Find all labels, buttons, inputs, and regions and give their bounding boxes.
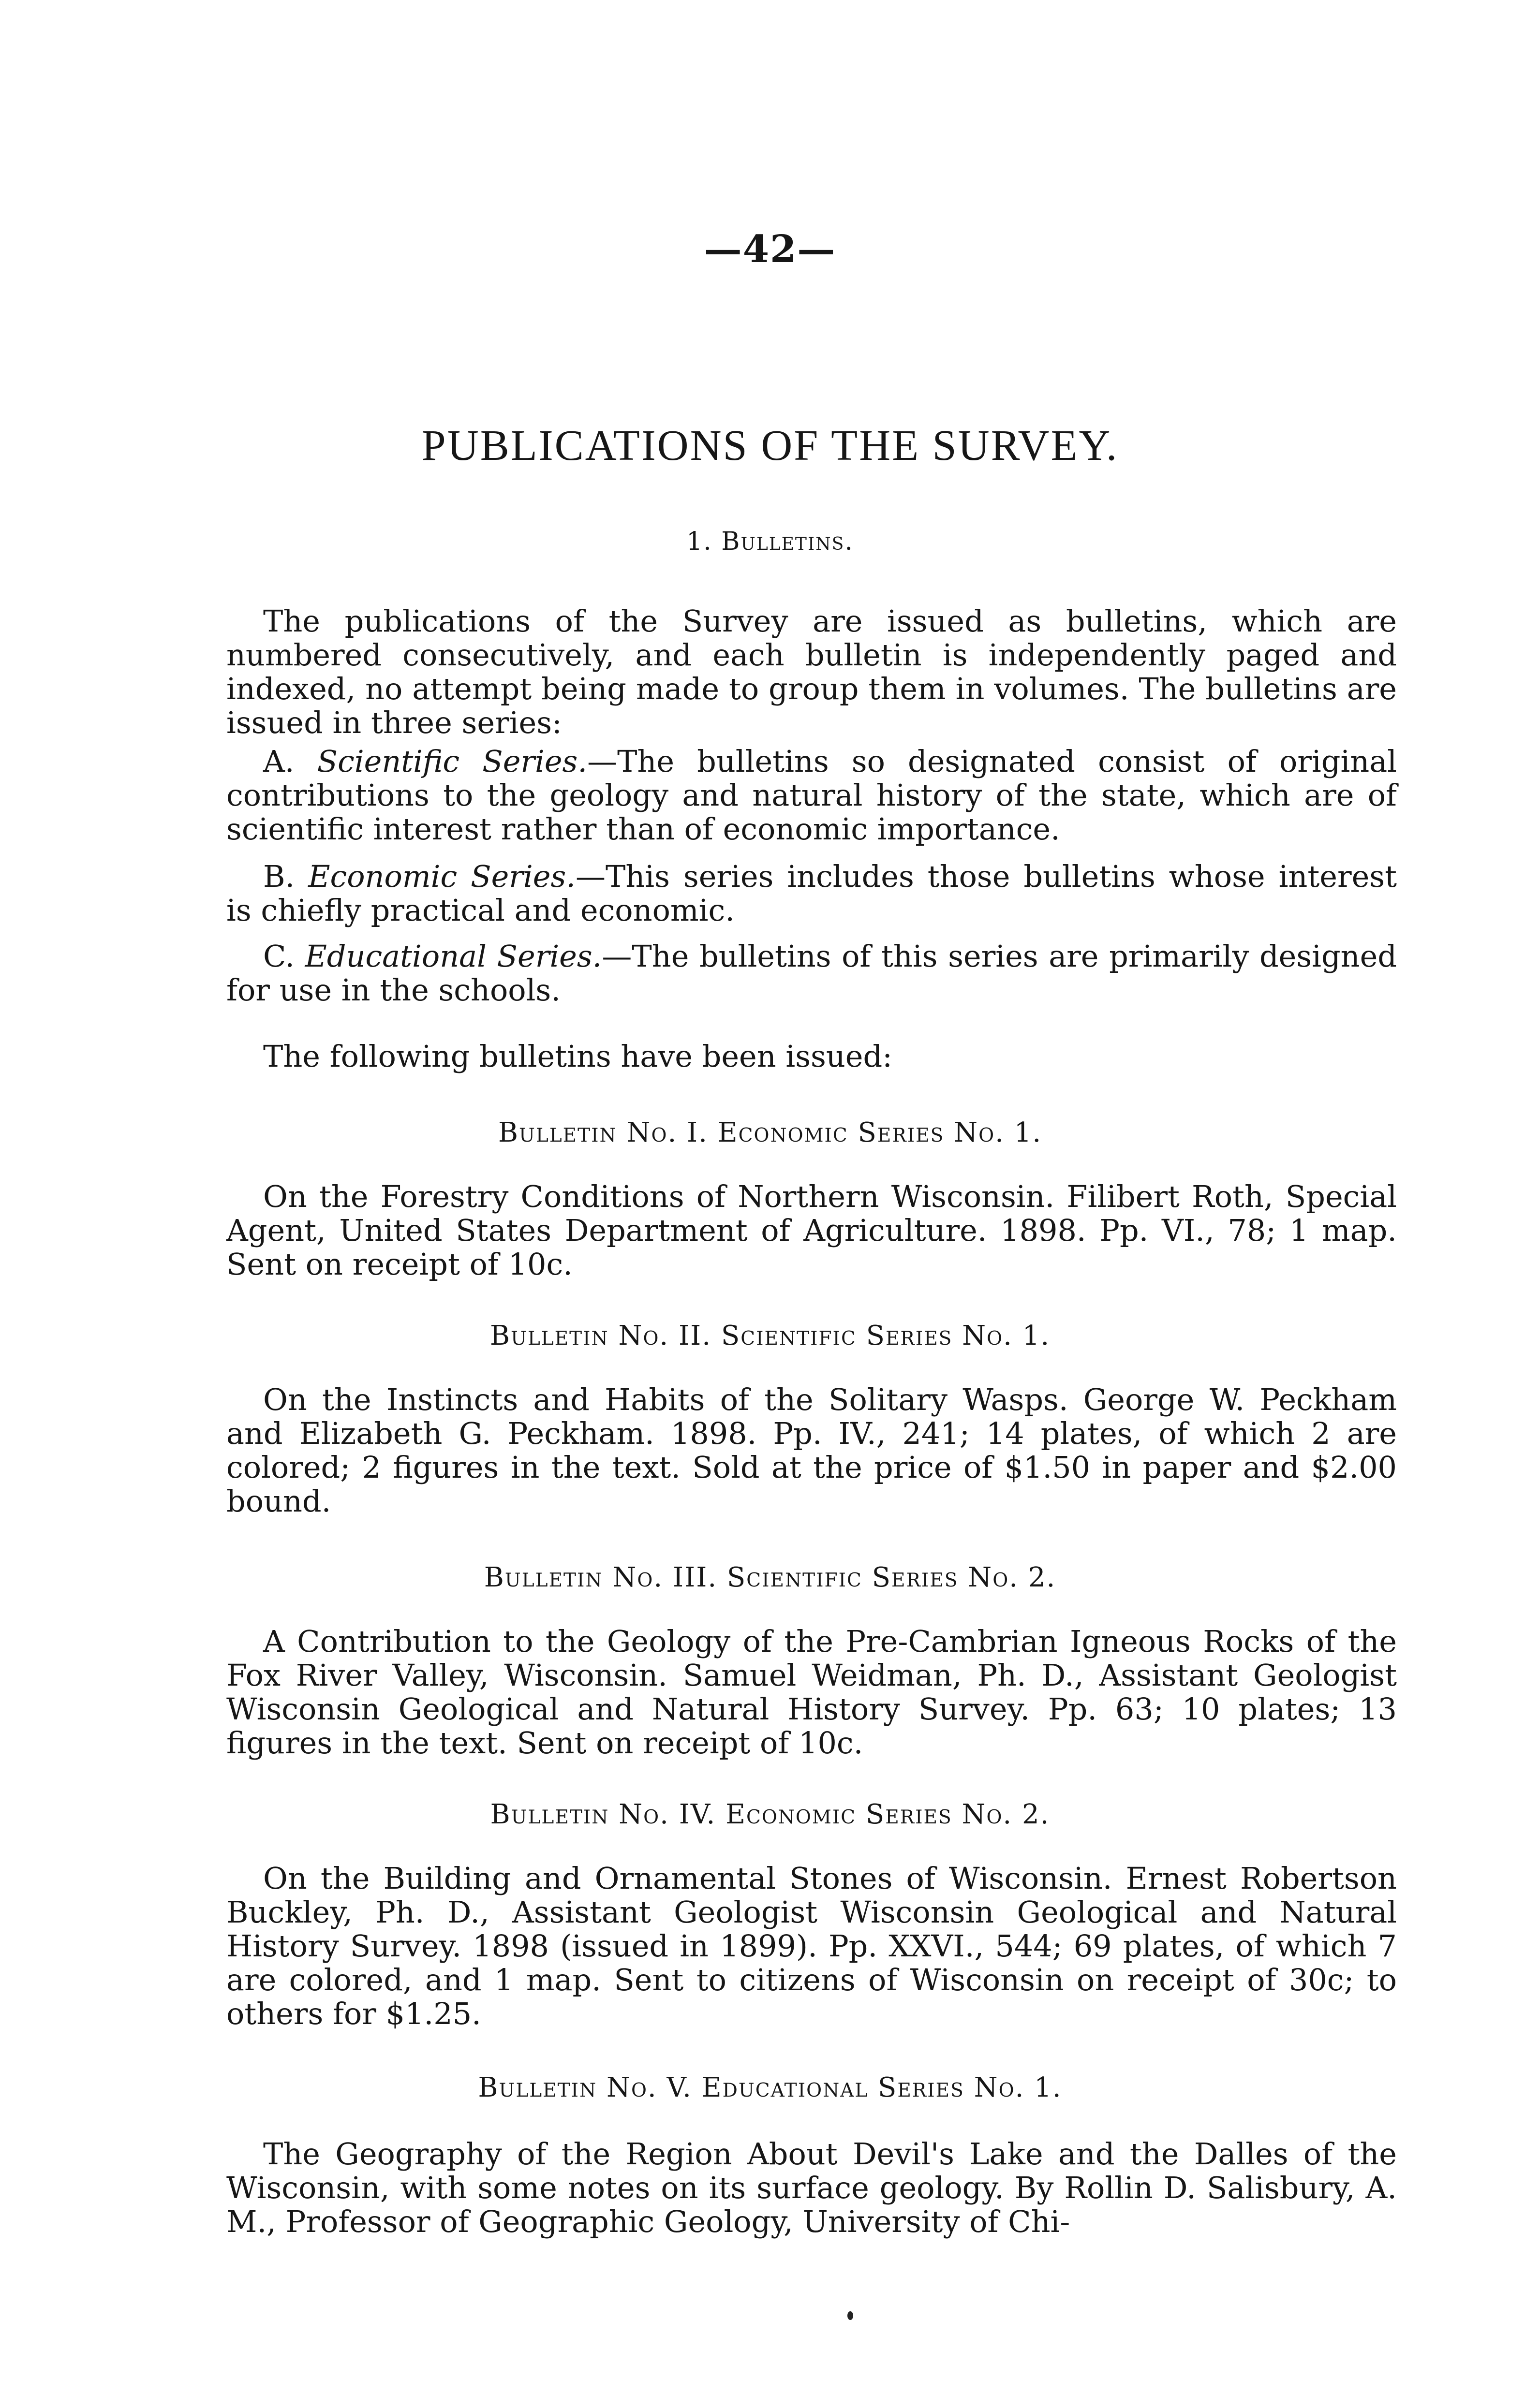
ink-dot-mark [847, 2311, 853, 2320]
series-a-block [226, 745, 1397, 846]
section-heading: 1. Bulletins. [686, 527, 854, 556]
bulletin-1-heading: Bulletin No. I. Economic Series No. 1. [498, 1117, 1042, 1148]
bulletin-1-text: On the Forestry Conditions of Northern Wisconsin. Filibert Roth, Special Agent, United States Department of Agriculture. 1898. Pp. VI., 78; 1 map. Sent on receipt of 10c. [226, 1179, 1397, 1282]
series-b-name: Economic Series. [308, 859, 576, 894]
series-a-letter: A. [263, 744, 295, 779]
bulletin-3-heading: Bulletin No. III. Scientific Series No. 2. [484, 1562, 1056, 1593]
intro-block [226, 604, 1397, 740]
series-a-paragraph [226, 745, 1397, 846]
page-title: PUBLICATIONS OF THE SURVEY. [421, 422, 1119, 470]
bulletin-2-text: On the Instincts and Habits of the Solitary Wasps. George W. Peckham and Elizabeth G. Peckham. 1898. Pp. IV., 241; 14 plates, of which 2 are colored; 2 figures in the text. Sold at the price of $1.50 in paper and $2.00 bound. [226, 1382, 1397, 1519]
following-block [226, 1040, 1397, 1073]
bulletin-5-text: The Geography of the Region About Devil's Lake and the Dalles of the Wisconsin, with some notes on its surface geology. By Rollin D. Salisbury, A. M., Professor of Geographic Geology, University of Chi- [226, 2136, 1397, 2239]
bulletin-2-heading: Bulletin No. II. Scientific Series No. 1. [489, 1320, 1051, 1351]
series-b-block [226, 860, 1397, 927]
bulletin-4-block [226, 1862, 1397, 2031]
series-c-paragraph [226, 940, 1397, 1007]
series-a-name: Scientific Series. [317, 744, 588, 779]
intro-paragraph: The publications of the Survey are issued as bulletins, which are numbered consecutively, and each bulletin is independently paged and indexed, no attempt being made to group them in volumes. The bulletins are issued in three series: [226, 603, 1397, 740]
bulletin-3-block [226, 1625, 1397, 1760]
bulletin-3-text: A Contribution to the Geology of the Pre-Cambrian Igneous Rocks of the Fox River Valley, Wisconsin. Samuel Weidman, Ph. D., Assistant Geologist Wisconsin Geological and Natural History Survey. Pp. 63; 10 plates; 13 figures in the text. Sent on receipt of 10c. [226, 1624, 1397, 1761]
bulletin-1-block [226, 1180, 1397, 1281]
series-c-letter: C. [263, 939, 295, 974]
series-c-text: —The bulletins of this series are primarily designed for use in the schools. [226, 939, 1397, 1008]
series-c-block [226, 940, 1397, 1007]
series-c-name: Educational Series. [305, 939, 602, 974]
bulletin-4-text: On the Building and Ornamental Stones of Wisconsin. Ernest Robertson Buckley, Ph. D., Assistant Geologist Wisconsin Geological and Natural History Survey. 1898 (issued in 1899). Pp. XXVI., 544; 69 plates, of which 7 are colored, and 1 map. Sent to citizens of Wisconsin on receipt of 30c; to others for $1.25. [226, 1861, 1397, 2031]
bulletin-4-heading: Bulletin No. IV. Economic Series No. 2. [490, 1799, 1050, 1830]
series-b-text: —This series includes those bulletins whose interest is chiefly practical and economic. [226, 859, 1397, 928]
page-number: —42— [704, 227, 836, 271]
series-b-paragraph [226, 860, 1397, 927]
bulletin-2-block [226, 1383, 1397, 1518]
bulletin-5-heading: Bulletin No. V. Educational Series No. 1. [478, 2072, 1062, 2103]
series-b-letter: B. [263, 859, 295, 894]
following-line: The following bulletins have been issued: [263, 1039, 893, 1074]
series-a-text: —The bulletins so designated consist of original contributions to the geology and natural history of the state, which are of scientific interest rather than of economic importance. [226, 744, 1397, 847]
bulletin-5-block [226, 2137, 1397, 2239]
